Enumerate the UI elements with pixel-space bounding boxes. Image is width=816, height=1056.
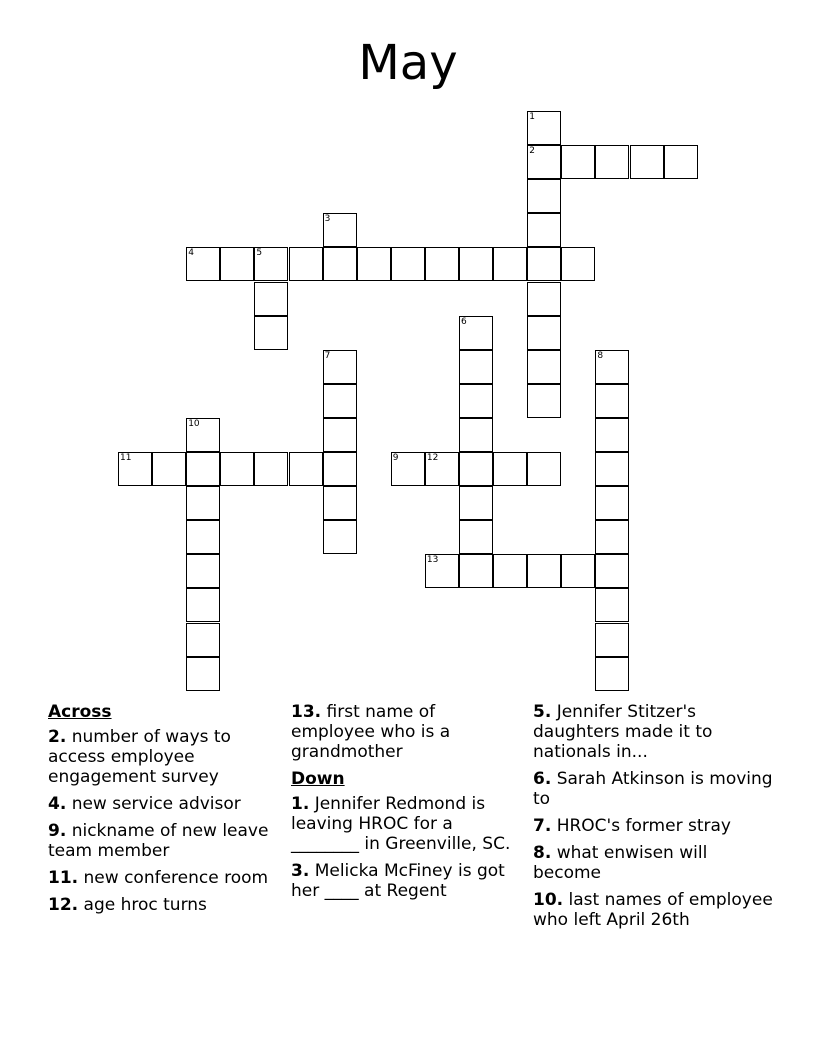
crossword-cell[interactable] bbox=[459, 452, 493, 486]
clue-down-5 bbox=[533, 702, 773, 762]
crossword-cell[interactable] bbox=[152, 452, 186, 486]
crossword-cell[interactable] bbox=[493, 554, 527, 588]
crossword-cell[interactable] bbox=[323, 520, 357, 554]
crossword-cell[interactable] bbox=[459, 350, 493, 384]
clue-down-6 bbox=[533, 769, 773, 809]
clue-text: Sarah Atkinson is moving to bbox=[533, 769, 773, 809]
crossword-cell[interactable] bbox=[186, 554, 220, 588]
cell-number: 11 bbox=[120, 453, 132, 463]
clue-number: 3. bbox=[291, 861, 310, 881]
crossword-cell[interactable] bbox=[323, 384, 357, 418]
crossword-cell[interactable] bbox=[561, 145, 595, 179]
crossword-cell[interactable] bbox=[323, 213, 357, 247]
crossword-cell[interactable] bbox=[254, 247, 288, 281]
clue-number: 1. bbox=[291, 794, 310, 814]
crossword-cell[interactable] bbox=[595, 554, 629, 588]
cell-number: 9 bbox=[392, 453, 399, 463]
crossword-cell[interactable] bbox=[186, 418, 220, 452]
crossword-cell[interactable] bbox=[595, 623, 629, 657]
crossword-cell[interactable] bbox=[561, 554, 595, 588]
crossword-cell[interactable] bbox=[595, 418, 629, 452]
clue-down-1 bbox=[291, 794, 523, 854]
crossword-cell[interactable] bbox=[254, 316, 288, 350]
cell-number: 8 bbox=[597, 350, 604, 361]
crossword-cell[interactable] bbox=[527, 111, 561, 145]
crossword-cell[interactable] bbox=[459, 486, 493, 520]
crossword-cell[interactable] bbox=[527, 213, 561, 247]
down-heading: Down bbox=[291, 769, 345, 789]
crossword-cell[interactable] bbox=[459, 418, 493, 452]
cell-number: 12 bbox=[426, 453, 439, 463]
crossword-cell[interactable] bbox=[186, 623, 220, 657]
clue-number: 6. bbox=[533, 769, 552, 789]
crossword-cell[interactable] bbox=[493, 247, 527, 281]
clue-text: first name of employee who is a grandmother bbox=[291, 702, 451, 762]
clues-column-2 bbox=[291, 702, 523, 908]
cell-number: 13 bbox=[426, 555, 439, 566]
crossword-cell[interactable] bbox=[186, 588, 220, 622]
crossword-cell[interactable] bbox=[323, 486, 357, 520]
page-title: May bbox=[358, 35, 458, 91]
crossword-cell[interactable] bbox=[186, 486, 220, 520]
crossword-cell[interactable] bbox=[425, 452, 459, 486]
clue-text: Melicka McFiney is got her ____ at Regent bbox=[291, 861, 505, 901]
across-heading: Across bbox=[48, 702, 112, 722]
clue-text: Jennifer Stitzer's daughters made it to nationals in... bbox=[533, 702, 713, 762]
clue-text: new conference room bbox=[83, 868, 269, 888]
crossword-cell[interactable] bbox=[595, 452, 629, 486]
crossword-cell[interactable] bbox=[459, 247, 493, 281]
crossword-cell[interactable] bbox=[289, 247, 323, 281]
crossword-cell[interactable] bbox=[357, 247, 391, 281]
crossword-cell[interactable] bbox=[289, 452, 323, 486]
crossword-cell[interactable] bbox=[323, 350, 357, 384]
crossword-cell[interactable] bbox=[595, 384, 629, 418]
crossword-cell[interactable] bbox=[323, 247, 357, 281]
cell-number: 2 bbox=[529, 146, 535, 157]
crossword-cell[interactable] bbox=[527, 247, 561, 281]
crossword-cell[interactable] bbox=[391, 247, 425, 281]
clue-text: number of ways to access employee engagement survey bbox=[48, 727, 231, 787]
crossword-cell[interactable] bbox=[630, 145, 664, 179]
crossword-cell[interactable] bbox=[220, 247, 254, 281]
clue-across-13 bbox=[291, 702, 523, 762]
cell-number: 10 bbox=[188, 418, 200, 429]
crossword-cell[interactable] bbox=[493, 452, 527, 486]
clue-number: 2. bbox=[48, 727, 67, 747]
crossword-cell[interactable] bbox=[527, 350, 561, 384]
crossword-cell[interactable] bbox=[459, 384, 493, 418]
crossword-cell[interactable] bbox=[527, 282, 561, 316]
clue-number: 7. bbox=[533, 816, 552, 836]
crossword-cell[interactable] bbox=[323, 452, 357, 486]
crossword-cell[interactable] bbox=[527, 554, 561, 588]
crossword-cell[interactable] bbox=[186, 657, 220, 691]
crossword-cell[interactable] bbox=[595, 145, 629, 179]
clue-number: 10. bbox=[533, 890, 564, 910]
crossword-cell[interactable] bbox=[527, 145, 561, 179]
crossword-cell[interactable] bbox=[664, 145, 698, 179]
crossword-cell[interactable] bbox=[595, 486, 629, 520]
clue-number: 11. bbox=[48, 868, 79, 888]
crossword-cell[interactable] bbox=[425, 247, 459, 281]
clues-column-3 bbox=[533, 702, 773, 937]
crossword-cell[interactable] bbox=[527, 179, 561, 213]
clue-across-9 bbox=[48, 821, 280, 861]
crossword-cell[interactable] bbox=[391, 452, 425, 486]
clue-across-11 bbox=[48, 868, 280, 888]
cell-number: 6 bbox=[461, 316, 467, 327]
crossword-cell[interactable] bbox=[425, 554, 459, 588]
clue-across-12 bbox=[48, 895, 280, 915]
clue-text: age hroc turns bbox=[83, 895, 207, 915]
cell-number: 5 bbox=[256, 248, 263, 259]
clue-number: 4. bbox=[48, 794, 67, 814]
crossword-cell[interactable] bbox=[459, 554, 493, 588]
clue-number: 13. bbox=[291, 702, 322, 722]
clue-down-7 bbox=[533, 816, 773, 836]
crossword-cell[interactable] bbox=[595, 350, 629, 384]
clue-text: Jennifer Redmond is leaving HROC for a ________ in Greenville, SC. bbox=[291, 794, 511, 854]
clue-down-3 bbox=[291, 861, 523, 901]
crossword-cell[interactable] bbox=[561, 247, 595, 281]
clue-text: what enwisen will become bbox=[533, 843, 708, 883]
clue-number: 9. bbox=[48, 821, 67, 841]
clue-number: 12. bbox=[48, 895, 79, 915]
crossword-cell[interactable] bbox=[527, 316, 561, 350]
clue-text: last names of employee who left April 26th bbox=[533, 890, 773, 930]
clue-text: HROC's former stray bbox=[556, 816, 731, 836]
crossword-cell[interactable] bbox=[186, 247, 220, 281]
clue-number: 8. bbox=[533, 843, 552, 863]
crossword-cell[interactable] bbox=[527, 384, 561, 418]
clue-down-10 bbox=[533, 890, 773, 930]
crossword-cell[interactable] bbox=[254, 282, 288, 316]
clue-across-4 bbox=[48, 794, 280, 814]
cell-number: 3 bbox=[324, 214, 331, 225]
crossword-cell[interactable] bbox=[323, 418, 357, 452]
crossword-cell[interactable] bbox=[186, 520, 220, 554]
cell-number: 4 bbox=[188, 248, 194, 259]
clues-column-1 bbox=[48, 702, 280, 922]
crossword-cell[interactable] bbox=[118, 452, 152, 486]
crossword-cell[interactable] bbox=[186, 452, 220, 486]
clue-number: 5. bbox=[533, 702, 552, 722]
crossword-cell[interactable] bbox=[595, 657, 629, 691]
crossword-cell[interactable] bbox=[595, 588, 629, 622]
clue-text: nickname of new leave team member bbox=[48, 821, 269, 861]
clue-across-2 bbox=[48, 727, 280, 787]
crossword-cell[interactable] bbox=[254, 452, 288, 486]
clue-down-8 bbox=[533, 843, 773, 883]
clue-text: new service advisor bbox=[71, 794, 241, 814]
cell-number: 1 bbox=[529, 112, 535, 122]
crossword-cell[interactable] bbox=[595, 520, 629, 554]
crossword-cell[interactable] bbox=[459, 520, 493, 554]
cell-number: 7 bbox=[324, 350, 331, 361]
crossword-cell[interactable] bbox=[220, 452, 254, 486]
crossword-cell[interactable] bbox=[527, 452, 561, 486]
crossword-cell[interactable] bbox=[459, 316, 493, 350]
